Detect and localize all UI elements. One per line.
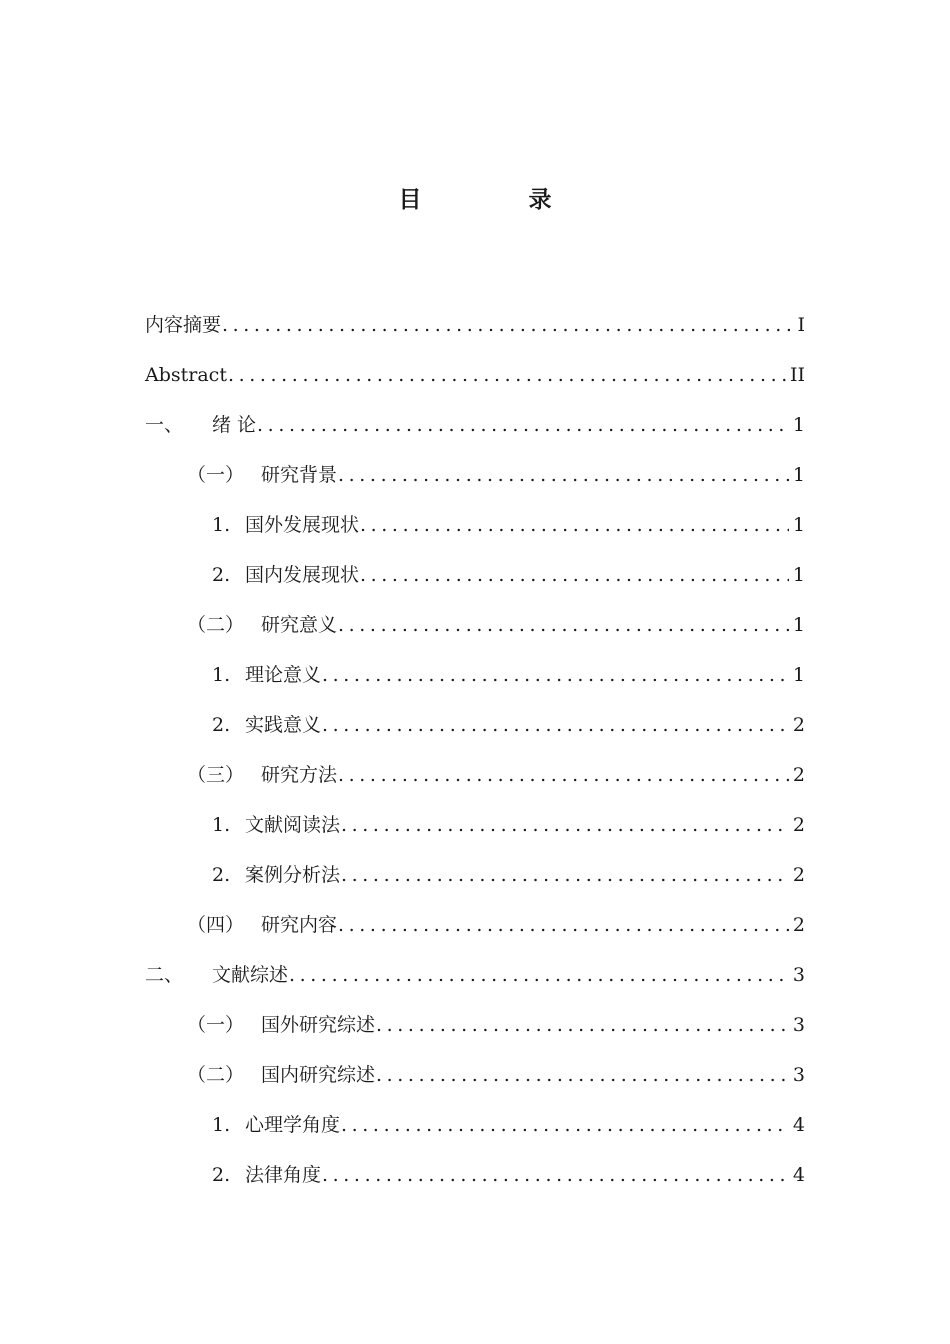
toc-entry-label: 心理学角度: [245, 1114, 341, 1136]
toc-entry[interactable]: [145, 307, 805, 357]
toc-entry-label: 国外发展现状: [245, 514, 360, 536]
toc-entry-label: 案例分析法: [245, 864, 341, 886]
toc-entry[interactable]: [145, 507, 805, 557]
toc-entry-number: （一）: [187, 1014, 245, 1036]
toc-entry[interactable]: [145, 957, 805, 1007]
toc-entry-page-number: II: [789, 364, 805, 386]
toc-entry-page-number: 3: [792, 964, 805, 986]
toc-entry[interactable]: [145, 1157, 805, 1207]
toc-entry-number: 二、: [145, 964, 184, 986]
toc-entry-label: 法律角度: [245, 1164, 322, 1186]
toc-entry[interactable]: [145, 657, 805, 707]
toc-dot-leader: [322, 657, 789, 693]
toc-entry-page-number: 2: [792, 764, 805, 786]
toc-entry-number: （四）: [187, 914, 245, 936]
toc-entry-number: 2.: [212, 864, 231, 886]
toc-dot-leader: [338, 757, 789, 793]
toc-entry[interactable]: [145, 1007, 805, 1057]
toc-list: [145, 307, 805, 1207]
toc-entry-page-number: 1: [792, 414, 805, 436]
toc-entry-page-number: 2: [792, 914, 805, 936]
toc-entry-label: 文献综述: [212, 964, 289, 986]
toc-entry-page-number: 1: [792, 464, 805, 486]
toc-entry[interactable]: [145, 907, 805, 957]
toc-entry-number: （二）: [187, 614, 245, 636]
toc-entry-number: 一、: [145, 414, 184, 436]
toc-entry-page-number: 1: [792, 514, 805, 536]
toc-dot-leader: [376, 1007, 789, 1043]
toc-entry[interactable]: [145, 707, 805, 757]
toc-dot-leader: [338, 607, 789, 643]
toc-entry-number: 1.: [212, 514, 231, 536]
toc-dot-leader: [257, 407, 789, 443]
toc-entry[interactable]: [145, 357, 805, 407]
toc-entry-label: Abstract: [145, 364, 227, 386]
toc-entry-number: 2.: [212, 714, 231, 736]
toc-dot-leader: [322, 707, 789, 743]
toc-entry-label: 研究背景: [261, 464, 338, 486]
toc-dot-leader: [341, 1107, 789, 1143]
toc-entry-number: 1.: [212, 814, 231, 836]
toc-entry-label: 国内研究综述: [261, 1064, 376, 1086]
toc-entry[interactable]: [145, 1107, 805, 1157]
toc-entry[interactable]: [145, 807, 805, 857]
toc-entry-number: 1.: [212, 1114, 231, 1136]
toc-entry-label: 内容摘要: [145, 314, 222, 336]
toc-dot-leader: [341, 857, 789, 893]
toc-entry-label: 研究方法: [261, 764, 338, 786]
toc-entry[interactable]: [145, 407, 805, 457]
toc-entry-number: 2.: [212, 564, 231, 586]
toc-entry[interactable]: [145, 757, 805, 807]
toc-entry-label: 实践意义: [245, 714, 322, 736]
toc-entry-page-number: 2: [792, 814, 805, 836]
toc-dot-leader: [338, 457, 789, 493]
toc-dot-leader: [322, 1157, 789, 1193]
toc-dot-leader: [360, 507, 789, 543]
toc-entry-number: （一）: [187, 464, 245, 486]
toc-entry[interactable]: [145, 1057, 805, 1107]
toc-entry-page-number: 2: [792, 714, 805, 736]
toc-entry-number: 1.: [212, 664, 231, 686]
toc-entry-label: 理论意义: [245, 664, 322, 686]
toc-dot-leader: [360, 557, 789, 593]
toc-entry-page-number: 3: [792, 1064, 805, 1086]
toc-dot-leader: [341, 807, 789, 843]
toc-entry[interactable]: [145, 557, 805, 607]
toc-entry-page-number: 4: [792, 1164, 805, 1186]
toc-entry-label: 研究内容: [261, 914, 338, 936]
toc-entry-label: 研究意义: [261, 614, 338, 636]
toc-entry-label: 绪 论: [212, 414, 257, 436]
toc-title: 目 录: [398, 187, 594, 213]
toc-entry-page-number: 2: [792, 864, 805, 886]
toc-entry-page-number: 1: [792, 614, 805, 636]
toc-entry-page-number: 4: [792, 1114, 805, 1136]
toc-entry[interactable]: [145, 457, 805, 507]
toc-dot-leader: [289, 957, 789, 993]
toc-entry[interactable]: [145, 857, 805, 907]
toc-entry-page-number: 3: [792, 1014, 805, 1036]
toc-entry-page-number: 1: [792, 564, 805, 586]
toc-entry-label: 国外研究综述: [261, 1014, 376, 1036]
toc-entry-number: （三）: [187, 764, 245, 786]
toc-entry[interactable]: [145, 607, 805, 657]
toc-dot-leader: [222, 307, 793, 343]
toc-entry-number: 2.: [212, 1164, 231, 1186]
toc-entry-page-number: 1: [792, 664, 805, 686]
toc-entry-label: 文献阅读法: [245, 814, 341, 836]
toc-dot-leader: [338, 907, 789, 943]
toc-entry-number: （二）: [187, 1064, 245, 1086]
toc-dot-leader: [376, 1057, 789, 1093]
toc-entry-label: 国内发展现状: [245, 564, 360, 586]
toc-dot-leader: [228, 357, 786, 393]
toc-entry-page-number: I: [797, 314, 805, 336]
